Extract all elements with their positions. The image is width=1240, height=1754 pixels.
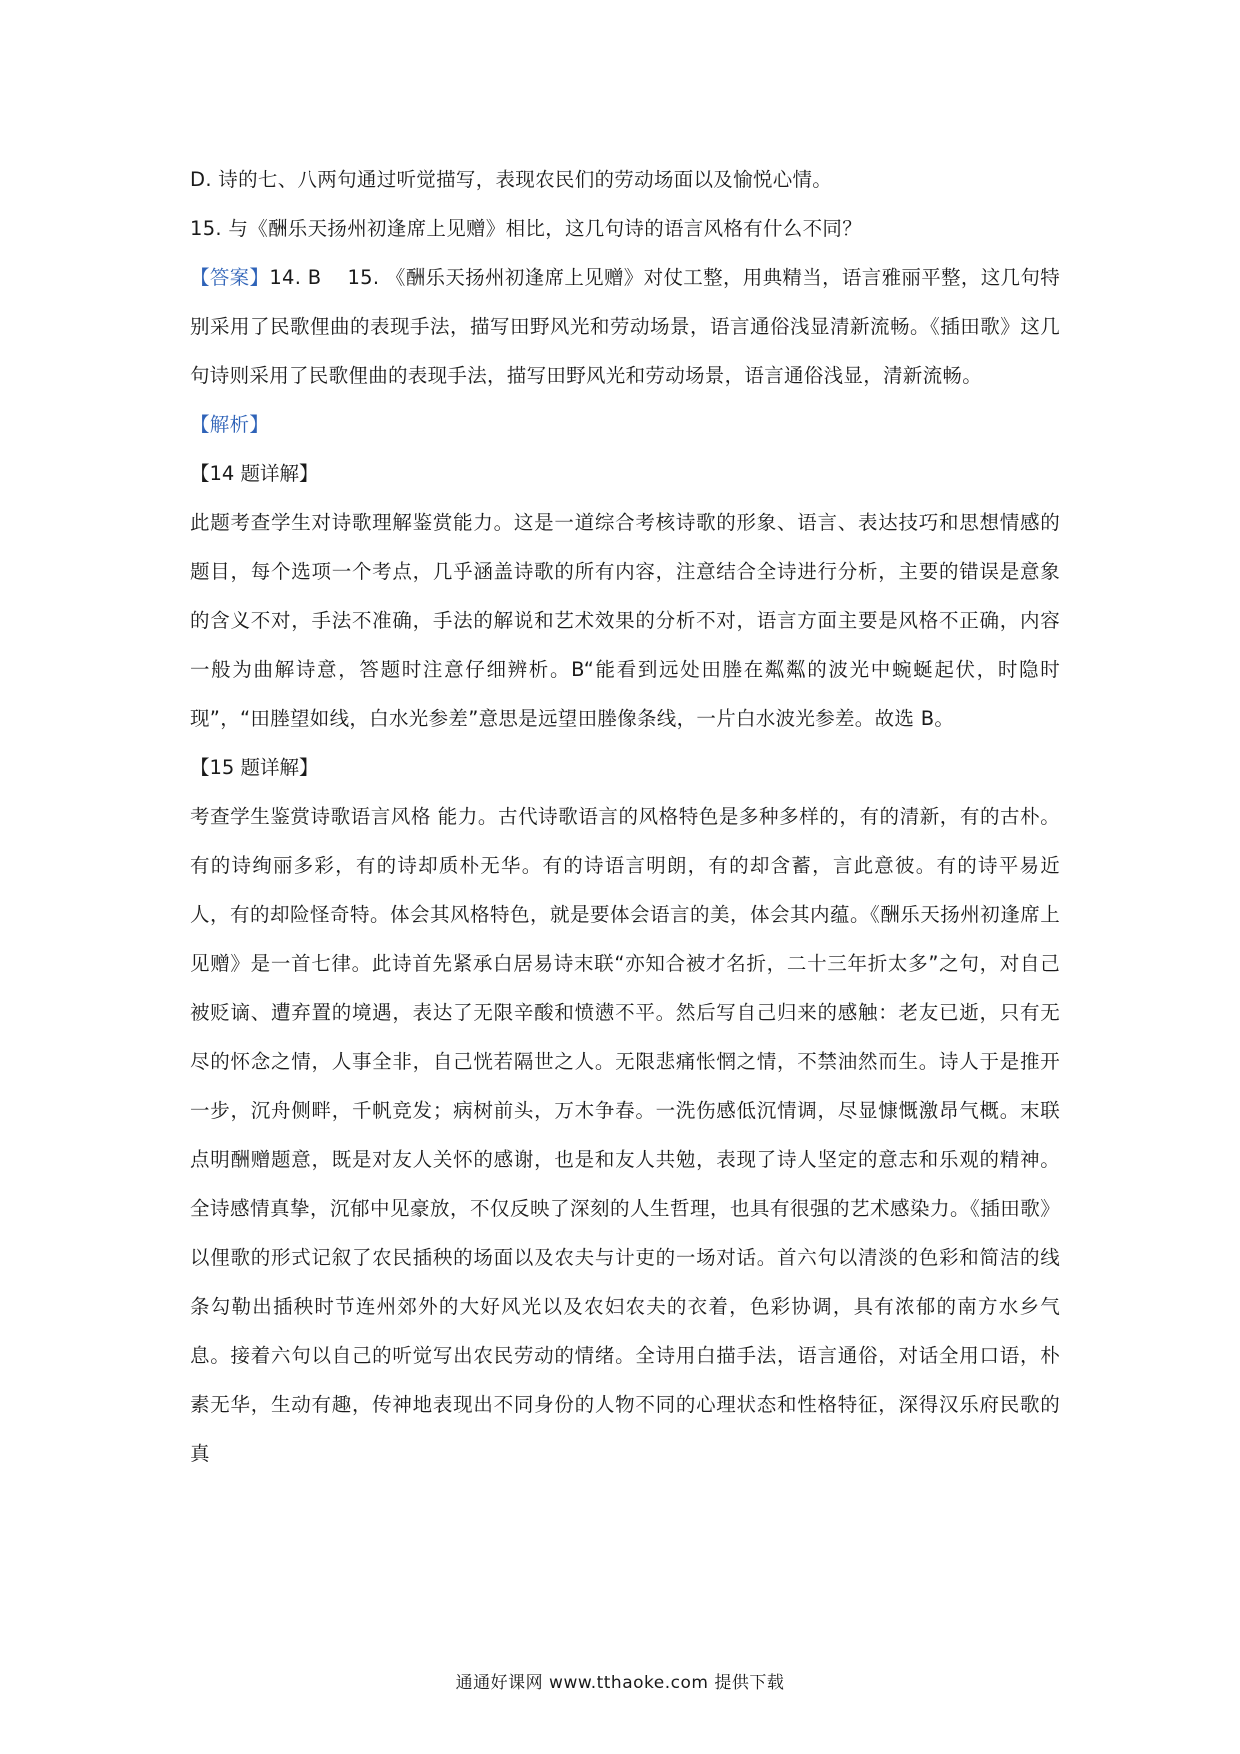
- analysis-tag: 【解析】: [190, 413, 270, 436]
- question-15: 15. 与《酬乐天扬州初逢席上见赠》相比，这几句诗的语言风格有什么不同？: [190, 217, 863, 240]
- page-footer: 通通好课网 www.tthaoke.com 提供下载: [455, 1673, 785, 1693]
- q15-detail-heading: 【15 题详解】: [190, 756, 319, 779]
- q14-detail-text: 此题考查学生对诗歌理解鉴赏能力。这是一道综合考核诗歌的形象、语言、表达技巧和思想情感的题目，每个选项一个考点，几乎涵盖诗歌的所有内容，注意结合全诗进行分析，主要的错误是意象的含义不对，手法不准确，手法的解说和艺术效果的分析不对，语言方面主要是风格不正确，内容一般为曲解诗意，答题时注意仔细辨析。B“能看到远处田塍在粼粼的波光中蜿蜒起伏，时隐时现”，“田塍望如线，白水光参差”意思是远望田塍像条线，一片白水波光参差。故选 B。: [190, 511, 1060, 730]
- document-content: [190, 155, 1060, 1478]
- q14-detail-heading: 【14 题详解】: [190, 462, 319, 485]
- q14-answer: 14. B: [269, 266, 322, 289]
- q15-detail-text: 考查学生鉴赏诗歌语言风格 能力。古代诗歌语言的风格特色是多种多样的，有的清新，有的古朴。有的诗绚丽多彩，有的诗却质朴无华。有的诗语言明朗，有的却含蓄，言此意彼。有的诗平易近人，有的却险怪奇特。体会其风格特色，就是要体会语言的美，体会其内蕴。《酬乐天扬州初逢席上见赠》是一首七律。此诗首先紧承白居易诗末联“亦知合被才名折，二十三年折太多”之句，对自己被贬谪、遭弃置的境遇，表达了无限辛酸和愤懑不平。然后写自己归来的感触：老友已逝，只有无尽的怀念之情，人事全非，自己恍若隔世之人。无限悲痛怅惘之情，不禁油然而生。诗人于是推开一步，沉舟侧畔，千帆竞发；病树前头，万木争春。一洗伤感低沉情调，尽显慷慨激昂气概。末联点明酬赠题意，既是对友人关怀的感谢，也是和友人共勉，表现了诗人坚定的意志和乐观的精神。全诗感情真挚，沉郁中见豪放，不仅反映了深刻的人生哲理，也具有很强的艺术感染力。《插田歌》以俚歌的形式记叙了农民插秧的场面以及农夫与计吏的一场对话。首六句以清淡的色彩和简洁的线条勾勒出插秧时节连州郊外的大好风光以及农妇农夫的衣着，色彩协调，具有浓郁的南方水乡气息。接着六句以自己的听觉写出农民劳动的情绪。全诗用白描手法，语言通俗，对话全用口语，朴素无华，生动有趣，传神地表现出不同身份的人物不同的心理状态和性格特征，深得汉乐府民歌的真: [190, 805, 1060, 1465]
- answer-tag: 【答案】: [190, 266, 270, 289]
- option-d: D. 诗的七、八两句通过听觉描写，表现农民们的劳动场面以及愉悦心情。: [190, 168, 833, 191]
- answer-block: [190, 253, 1060, 400]
- q15-answer: 15. 《酬乐天扬州初逢席上见赠》对仗工整，用典精当，语言雅丽平整，这几句特别采用了民歌俚曲的表现手法，描写田野风光和劳动场景，语言通俗浅显清新流畅。《插田歌》这几句诗则采用了民歌俚曲的表现手法，描写田野风光和劳动场景，语言通俗浅显，清新流畅。: [190, 266, 1060, 387]
